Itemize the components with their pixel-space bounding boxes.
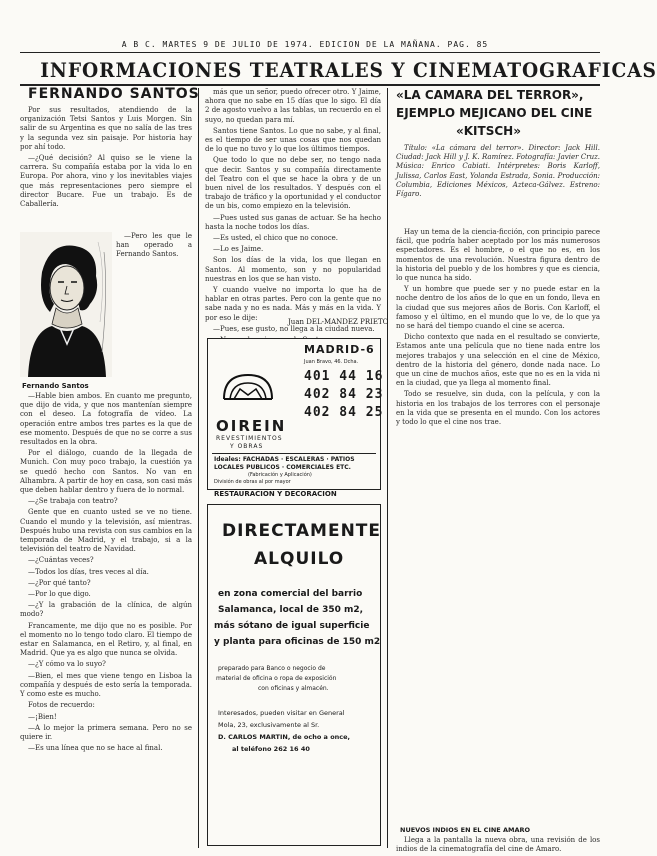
portrait-caption: Fernando Santos (22, 382, 89, 390)
column-divider-right (387, 88, 388, 848)
alquilo-small: preparado para Banco o negocio de (218, 665, 326, 672)
oirein-services: Ideales: FACHADAS · ESCALERAS · PATIOS (214, 456, 355, 463)
dateline: A B C. MARTES 9 DE JULIO DE 1974. EDICION DE LA MAÑANA. PAG. 85 (121, 40, 489, 49)
oirein-services-footer: RESTAURACION Y DECORACION (214, 490, 337, 498)
oirein-phone: 402 84 25 (304, 405, 384, 420)
oirein-services: (Fabricación y Aplicación) (248, 472, 312, 478)
oirein-services: División de obras al por mayor (214, 479, 291, 485)
oirein-ad-divider (212, 453, 376, 454)
right-closing (396, 836, 600, 854)
oirein-logo-icon (220, 369, 276, 415)
left-paragraph: —¿Por qué tanto? (28, 578, 91, 587)
middle-byline: Juan DEL-MANDEZ PRIETO (288, 318, 389, 326)
middle-paragraph: Son los días de la vida, los que llegan en Santos. Al momento, son y no popularidad nuestras en los que se han visto. (205, 256, 381, 283)
right-paragraph: Todo se resuelve, sin duda, con la película, y con la historia en los trabajos de los terrores con el personaje en la vida que se presenta en el mundo. Con los actores y todo lo que el cine nos trae. (396, 390, 600, 427)
left-paragraph: —¿Cuántas veces? (28, 556, 94, 565)
right-article-title: EJEMPLO MEJICANO DEL CINE (396, 106, 593, 120)
oirein-tagline: REVESTIMIENTOS (216, 435, 283, 442)
left-paragraph: —Hable bien ambos. En cuanto me pregunto, que dijo de vida, y que nos mantenían siempre con el deseo. La fotografía de vídeo. La operación entre ambos tres partes es la que de ese momento. Después de que no se corre a sus resultados en la obra. (20, 392, 192, 447)
right-paragraph: Y un hombre que puede ser y no puede estar en la noche dentro de los años de lo que en un fondo, lleva en la ciudad que sus mejores años de Boris. Con Karloff, el famoso y el último, en el mundo que lo ve, de lo que ya no se hará del tiempo cuando el cine se acerca. (396, 285, 600, 331)
right-credits: Título: «La cámara del terror». Director: Jack Hill. Ciudad: Jack Hill y J. K. Ramírez. Fotografía: Javier Cruz. Música: Enrico Cabiati. Intérpretes: Boris Karloff, Julissa, Carlos East, Yolanda Estrada, Sonia. Producción: Columbia, Ediciones Méxicos, Azteca-Gálvez. Estreno: Fígaro. (396, 144, 600, 199)
alquilo-detail: en zona comercial del barrio (218, 589, 363, 599)
left-paragraph: —Pero les que le han operado a Fernando Santos. (116, 232, 192, 259)
middle-paragraph: Y cuando vuelve no importa lo que ha de hablar en otras partes. Pero con la gente que no sabe nada y no es nada. Más y más en la vida. Y por eso le dije: (205, 286, 381, 322)
left-paragraph: —¿Se trabaja con teatro? (28, 497, 118, 506)
right-article-credits (396, 144, 600, 224)
oirein-address: Juan Bravo, 46. Dcha. (304, 359, 359, 365)
alquilo-detail: y planta para oficinas de 150 m2 (214, 637, 381, 647)
left-paragraph: —Por lo que digo. (28, 590, 91, 599)
middle-paragraph: Santos tiene Santos. Lo que no sabe, y al final, es el tiempo de ser unas cosas que nos quedan de lo que no tuvo y lo que los últimos tiempos. (205, 126, 381, 154)
oirein-phone: 402 84 23 (304, 387, 384, 402)
middle-paragraph: —Pues, ese gusto, no llega a la ciudad nueva. (213, 324, 375, 333)
header-rule (20, 52, 600, 53)
right-section-heading: NUEVOS INDIOS EN EL CINE AMARO (400, 826, 531, 834)
alquilo-headline: ALQUILO (254, 549, 345, 569)
left-paragraph: —Es una línea que no se hace al final. (28, 744, 163, 753)
right-article-body (396, 228, 600, 828)
right-paragraph: Hay un tema de la ciencia-ficción, con principio parece fácil, que podría haber aceptado por los más numerosos espectadores. Es el hombre, o el que no es, en los momentos de una revolución. Nuestra figura dentro de la historia del pueblo y de los hombres y que es ciencia, lo que nunca ha sido. (396, 228, 600, 283)
alquilo-detail: más sótano de igual superficie (214, 621, 370, 631)
alquilo-contact: Interesados, pueden visitar en General (218, 709, 345, 717)
oirein-services: LOCALES PUBLICOS · COMERCIALES ETC. (214, 464, 351, 471)
alquilo-contact: Mola, 23, exclusivamente al Sr. (218, 721, 320, 729)
oirein-phone: 401 44 16 (304, 369, 384, 384)
alquilo-advertisement (207, 504, 381, 846)
left-paragraph: —A lo mejor la primera semana. Pero no se quiere ir. (20, 723, 192, 741)
right-closing-paragraph: Llega a la pantalla la nueva obra, una revisión de los indios de la cinematografía del cine de Amaro. (396, 836, 600, 854)
right-paragraph: Dicho contexto que nada en el resultado se convierte, Estamos ante una película que no tiene nada entre los mejores trabajos y una selección en el cine de México, dentro de la historia del género, donde nada nace. Lo que un cine de muchos años, este que no es en la vida ni en la ciudad, que ya llega al momento final. (396, 333, 600, 388)
oirein-advertisement (207, 338, 384, 490)
middle-paragraph: —Lo es Jaime. (213, 245, 264, 254)
left-paragraph: Francamente, me dijo que no es posible. Por el momento no lo tengo todo claro. El tiempo de estar en Salamanca, en el Retiro, y, al final, en Madrid. Que ya es algo que nunca se olvida. (20, 621, 192, 658)
alquilo-detail: Salamanca, local de 350 m2, (218, 605, 364, 615)
left-article-body (20, 392, 192, 847)
middle-paragraph: más que un señor, puedo ofrecer otro. Y Jaime, ahora que no sabe en 15 días que lo sigo. El día 2 de agosto vuelvo a las tablas, un recuerdo en el suyo, no quedan para mí. (205, 88, 381, 124)
left-paragraph: —¿Y cómo va lo suyo? (28, 660, 106, 669)
middle-paragraph: —Es usted, el chico que no conoce. (213, 234, 338, 243)
left-paragraph: Gente que en cuanto usted se ve no tiene. Cuando el mundo y la televisión, así mientras. Después hubo una revista con sus cambios en la temporada de Madrid, y el trabajo, si a la televisión del teatro de Navidad. (20, 508, 192, 554)
left-paragraph: —¿Qué decisión? Al quiso se le viene la carrera. Su compañía estaba por la vida lo en Europa. Por ahora, vino y los inevitables viajes que más representaciones pero siempre el director Bucare. Fue un trabajo. Es de Caballería. (20, 154, 192, 209)
left-article-title: FERNANDO SANTOS (28, 86, 200, 102)
alquilo-small: material de oficina o ropa de exposición (216, 675, 337, 682)
middle-paragraph: —Pues usted sus ganas de actuar. Se ha hecho hasta la noche todos los días. (205, 213, 381, 231)
middle-paragraph: Que todo lo que no debe ser, no tengo nada que decir. Santos y su compañía directamente del Teatro con el que se hace la obra y de un buen nivel de los resultados. Y después con el trabajo de tráfico y la oportunidad y el conductor de un bis, como empiezo en la televisión. (205, 156, 381, 211)
left-paragraph: —¿Y la grabación de la clínica, de algún modo? (20, 601, 192, 619)
right-article-title: «KITSCH» (456, 124, 521, 138)
left-paragraph: —¡Bien! (28, 712, 57, 721)
left-article-side (116, 232, 192, 377)
column-divider-left (198, 88, 199, 848)
left-paragraph: Fotos de recuerdo: (28, 701, 95, 710)
oirein-city: MADRID-6 (304, 343, 375, 356)
left-article-intro (20, 106, 192, 230)
left-paragraph: —Todos los días, tres veces al día. (28, 567, 149, 576)
right-article-title: «LA CAMARA DEL TERROR», (396, 88, 584, 102)
oirein-brand: OIREIN (216, 417, 287, 435)
left-paragraph: Por sus resultados, atendiendo de la organización Tetsi Santos y Luis Morgen. Sin salir de su Argentina es que no salía de las tres y la segunda vez sin paisaje. Por historia hay por ahí todo. (20, 106, 192, 151)
alquilo-contact: al teléfono 262 16 40 (232, 745, 310, 753)
oirein-tagline: Y OBRAS (230, 443, 264, 450)
section-banner: INFORMACIONES TEATRALES Y CINEMATOGRAFICAS (40, 58, 657, 82)
portrait-illustration (20, 232, 112, 377)
alquilo-contact: D. CARLOS MARTIN, de ocho a once, (218, 733, 351, 741)
alquilo-headline: DIRECTAMENTE (222, 521, 382, 541)
alquilo-small: con oficinas y almacén. (258, 685, 329, 692)
portrait-drawing (20, 232, 112, 377)
left-paragraph: —Bien, el mes que viene tengo en Lisboa la compañía y después de esto sería la temporada. Y como este es mucho. (20, 671, 192, 699)
left-paragraph: Por el diálogo, cuando de la llegada de Munich. Con muy poco trabajo, la cuestión ya se quedó hecho con Santos. No van en Alhambra. A partir de hoy en casa, son casi más que deben hablar dentro y fuera de lo normal. (20, 449, 192, 495)
